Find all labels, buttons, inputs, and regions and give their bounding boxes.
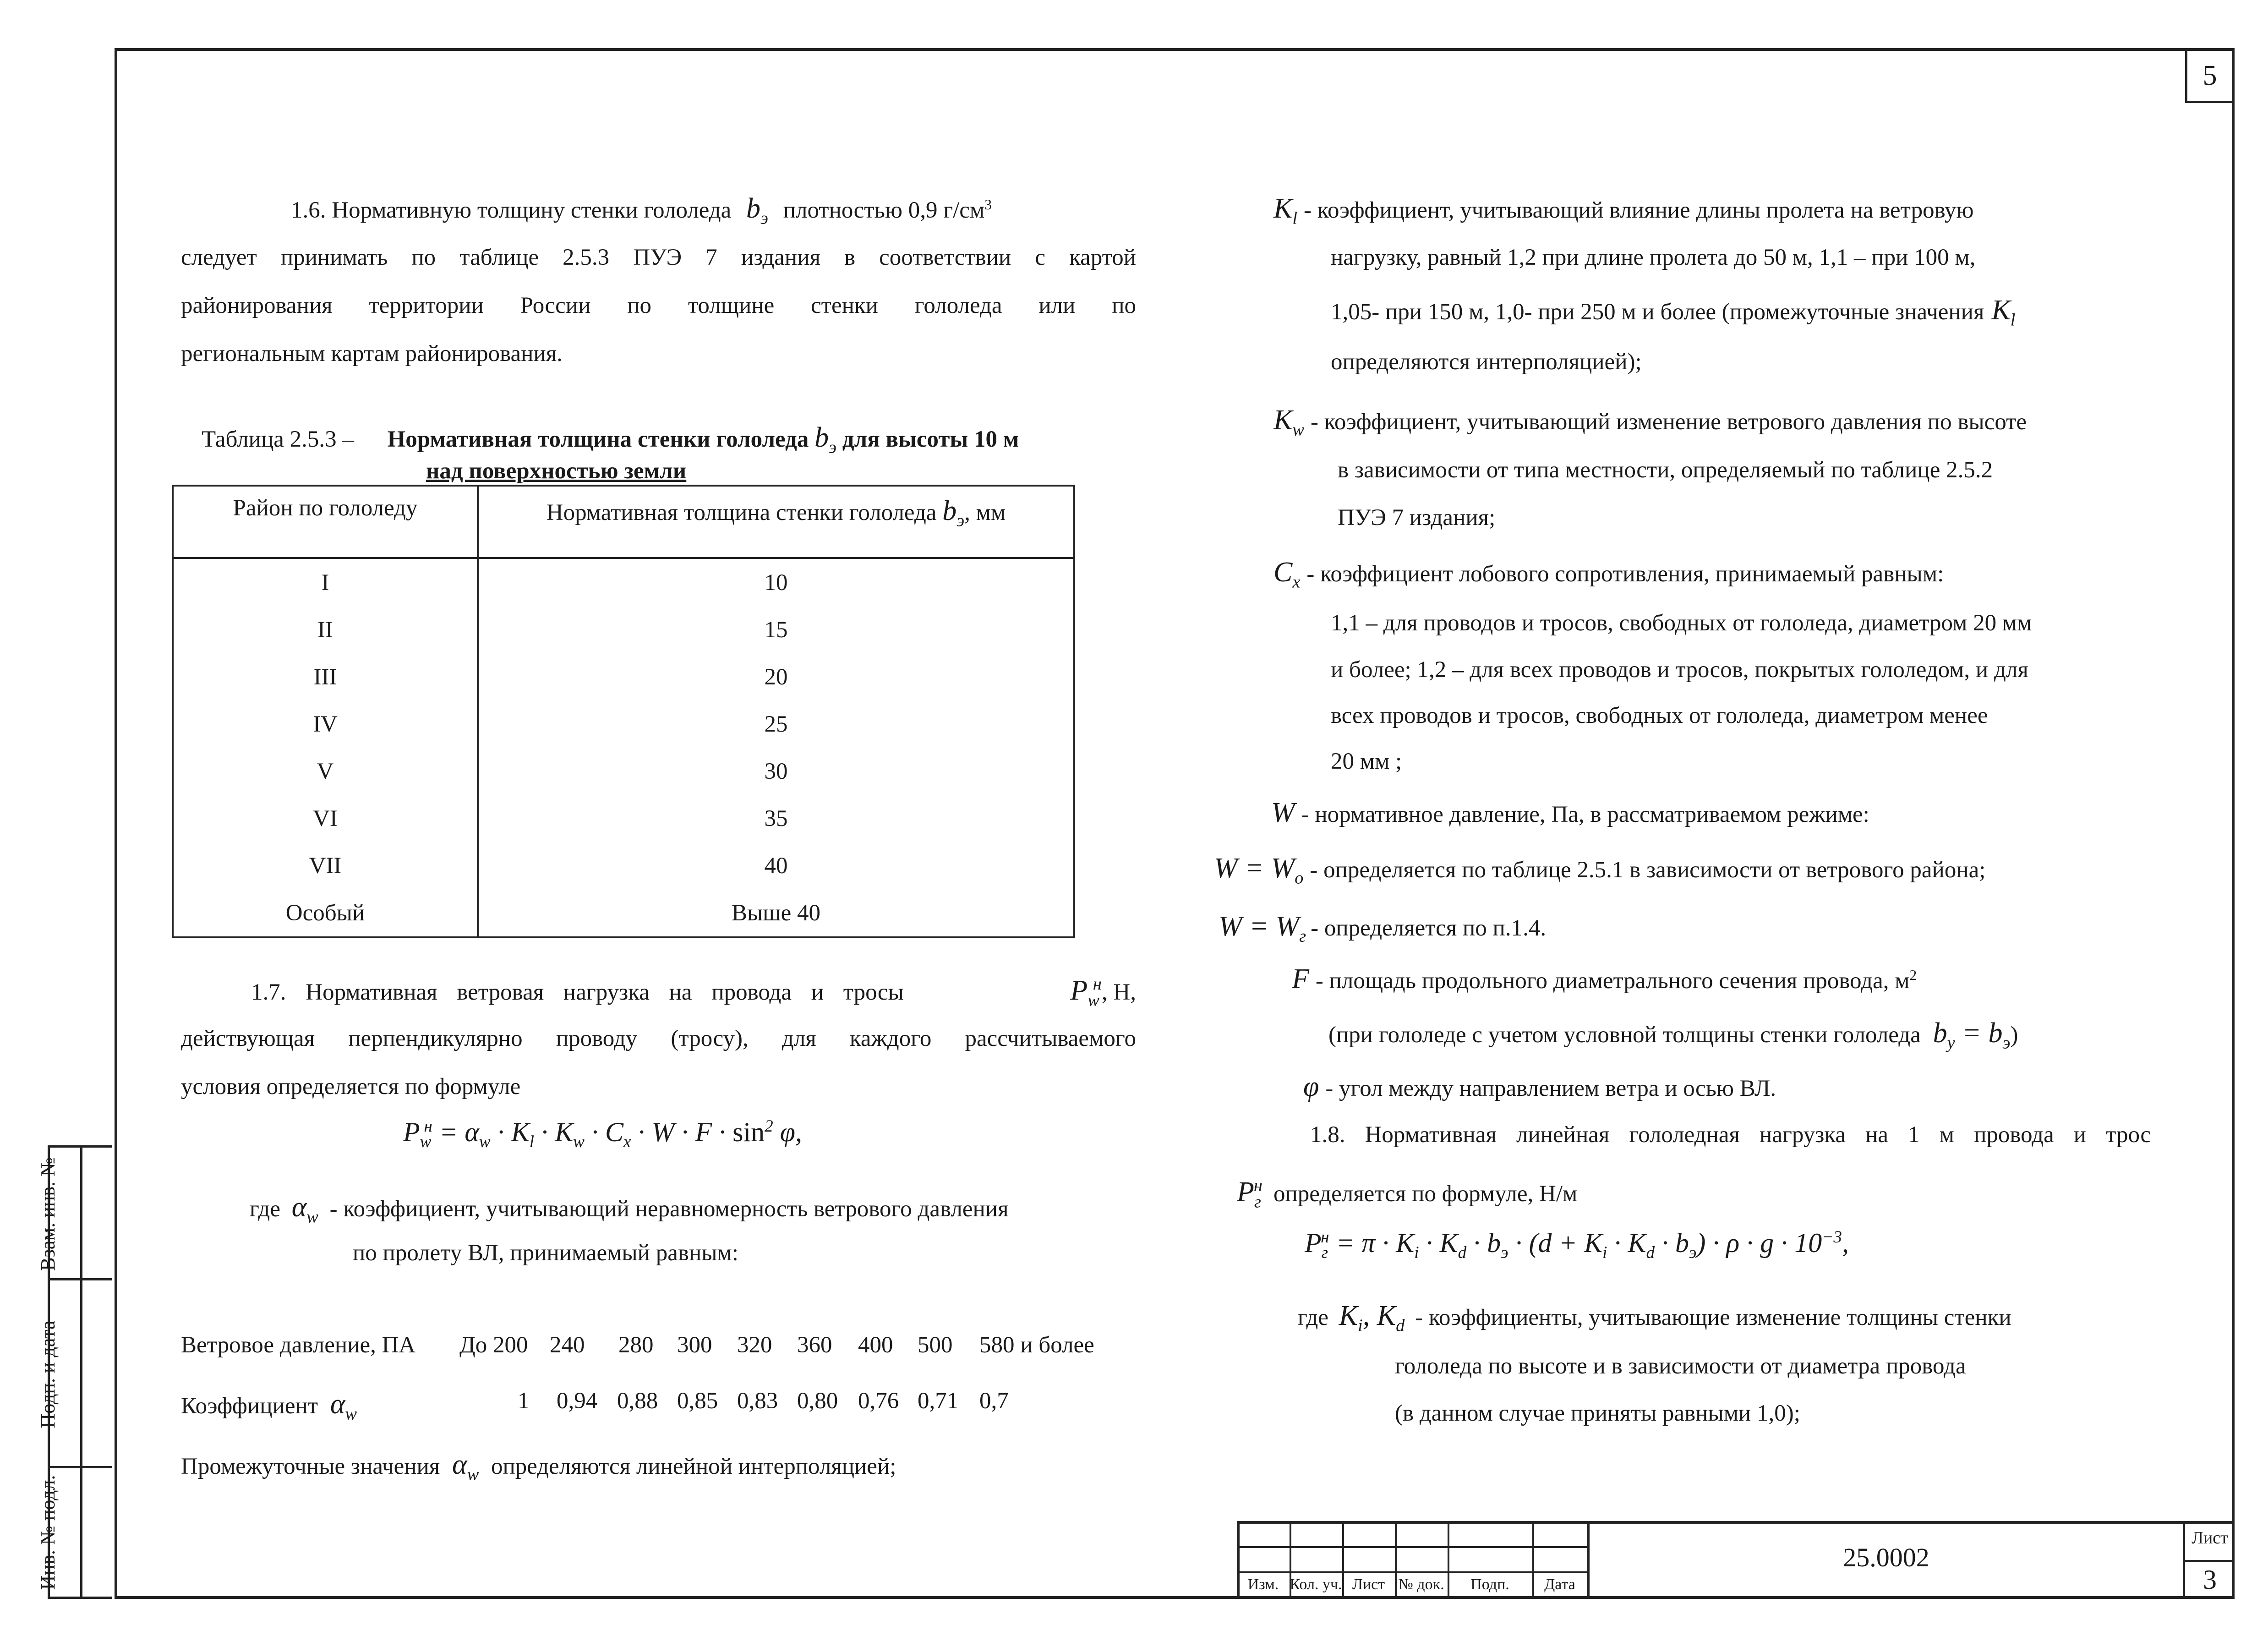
kikd-line3: (в данном случае приняты равными 1,0);	[1395, 1400, 1800, 1426]
ice-thickness-table	[172, 485, 1075, 938]
table-row: V 30	[173, 748, 1074, 795]
table-row: IV 25	[173, 700, 1074, 748]
where-alpha: где $\alpha_w$ - коэффициент, учитывающий неравномерность ветрового давления	[250, 1192, 1009, 1227]
kw-line3: ПУЭ 7 издания;	[1338, 505, 1496, 531]
where-alpha-line2: по пролету ВЛ, принимаемый равным:	[353, 1240, 738, 1266]
wind-pressure-value: 580 и более	[979, 1332, 1094, 1358]
cx-line3: и более; 1,2 – для всех проводов и тросов, покрытых гололедом, и для	[1331, 657, 2028, 683]
p18-line1: 1.8. Нормативная линейная гололедная нагрузка на 1 м провода и трос	[1310, 1122, 2151, 1148]
tb-col-sign: Подп.	[1470, 1576, 1509, 1593]
wind-pressure-value: 500	[918, 1332, 953, 1358]
coefficient-value: 0,88	[617, 1388, 658, 1414]
kw-line2: в зависимости от типа местности, определяемый по таблице 2.5.2	[1338, 457, 1993, 483]
wind-pressure-label: Ветровое давление, ПА	[181, 1332, 416, 1358]
wind-pressure-value: 280	[618, 1332, 654, 1358]
cx-line4: всех проводов и тросов, свободных от гололеда, диаметром менее	[1331, 703, 1988, 728]
phi-line: φ - угол между направлением ветра и осью ВЛ.	[1303, 1071, 1776, 1102]
tb-col-kol: Кол. уч.	[1290, 1576, 1342, 1593]
coefficient-value: 0,85	[677, 1388, 718, 1414]
table-row: VII 40	[173, 842, 1074, 889]
p17-line2: действующая перпендикулярно проводу (тросу), для каждого рассчитываемого	[181, 1026, 1136, 1051]
coefficient-value: 0,94	[557, 1388, 598, 1414]
w0-line: $W = W_o$ - определяется по таблице 2.5.1 в зависимости от ветрового района;	[1214, 853, 1986, 888]
coefficient-value: 0,7	[979, 1388, 1009, 1414]
w-line: W - нормативное давление, Па, в рассматриваемом режиме:	[1271, 797, 1869, 828]
wind-pressure-value: 300	[677, 1332, 712, 1358]
tb-col-izm: Изм.	[1247, 1576, 1279, 1593]
table-row: III 20	[173, 653, 1074, 700]
where-kikd: где $K_i$, $K_d$ - коэффициенты, учитывающие изменение толщины стенки	[1298, 1300, 2011, 1335]
p16-line1: 1.6. Нормативную толщину стенки гололеда $b_э$ плотностью 0,9 $г/см^3$	[291, 193, 992, 228]
kl-line2: нагрузку, равный 1,2 при длине пролета до 50 м, 1,1 – при 100 м,	[1331, 245, 1976, 270]
wind-pressure-value: 400	[858, 1332, 893, 1358]
wind-pressure-value: 360	[797, 1332, 832, 1358]
p17-line1: 1.7. Нормативная ветровая нагрузка на провода и тросы $P_w^н$, Н,	[251, 974, 1136, 1010]
table-row: I 10	[173, 558, 1074, 606]
coefficient-value: 0,71	[918, 1388, 959, 1414]
kl-line4: определяются интерполяцией);	[1331, 349, 1642, 375]
sheet-number: 3	[2203, 1564, 2217, 1595]
tb-col-date: Дата	[1544, 1576, 1575, 1593]
tb-col-doc: № док.	[1398, 1576, 1444, 1593]
table-header-region: Район по гололеду	[173, 486, 478, 558]
ice-load-formula: $P_г^н = \pi \cdot K_i \cdot K_d \cdot b_э \cdot (d + K_i \cdot K_d \cdot b_э) \cdot \rho \cdot g \cdot 10^{-3}$,	[1305, 1228, 1849, 1262]
cx-line5: 20 мм ;	[1331, 749, 1402, 774]
p17-line3: условия определяется по формуле	[181, 1074, 521, 1099]
f-line2: (при гололеде с учетом условной толщины стенки гололеда $b_y = b_э$)	[1328, 1017, 2018, 1053]
tb-col-list: Лист	[1352, 1576, 1385, 1593]
page-number: 5	[2185, 48, 2235, 103]
p16-line4: региональным картам районирования.	[181, 341, 563, 366]
sheet-label: Лист	[2191, 1528, 2228, 1548]
table-header-thickness: Нормативная толщина стенки гололеда $b_э$, мм	[478, 486, 1074, 558]
wind-load-formula: $P_w^н = \alpha_w \cdot K_l \cdot K_w \cdot C_x \cdot W \cdot F \cdot \sin^2 \varphi$,	[403, 1117, 802, 1151]
table-caption: Таблица 2.5.3 – Нормативная толщина стенки гололеда $b_э$ для высоты 10 м	[202, 422, 1019, 457]
wind-pressure-value: 320	[737, 1332, 772, 1358]
p16-line2: следует принимать по таблице 2.5.3 ПУЭ 7 издания в соответствии с картой	[181, 245, 1136, 270]
side-cell-sign-date: Подп. и дата	[37, 1320, 59, 1428]
table-caption-line2: над поверхностью земли	[426, 458, 687, 484]
p16-line3: районирования территории России по толщине стенки гололеда или по	[181, 293, 1136, 318]
coefficient-label: Коэффициент $\alpha_w$	[181, 1389, 357, 1424]
table-row: Особый Выше 40	[173, 889, 1074, 937]
p18-line2: $P_г^н$ определяется по формуле, Н/м	[1237, 1176, 1578, 1212]
table-row: VI 35	[173, 795, 1074, 842]
kl-line1: $K_l$ - коэффициент, учитывающий влияние длины пролета на ветровую	[1273, 193, 1974, 228]
f-line: F - площадь продольного диаметрального сечения провода, $м^2$	[1292, 963, 1917, 995]
document-code: 25.0002	[1843, 1543, 1929, 1572]
wind-pressure-value: До 200	[459, 1332, 528, 1358]
coefficient-value: 0,80	[797, 1388, 838, 1414]
coefficient-value: 1	[518, 1388, 530, 1414]
kw-line1: $K_w$ - коэффициент, учитывающий изменение ветрового давления по высоте	[1273, 405, 2027, 440]
kl-line3: 1,05- при 150 м, 1,0- при 250 м и более (промежуточные значения $K_l$	[1331, 295, 2016, 330]
cx-line2: 1,1 – для проводов и тросов, свободных от гололеда, диаметром 20 мм	[1331, 610, 2032, 636]
kikd-line2: гололеда по высоте и в зависимости от диаметра провода	[1395, 1353, 1966, 1379]
cx-line1: $C_x$ - коэффициент лобового сопротивления, принимаемый равным:	[1273, 557, 1944, 592]
coefficient-value: 0,76	[858, 1388, 899, 1414]
wr-line: $W = W_г$ - определяется по п.1.4.	[1219, 911, 1547, 946]
coefficient-value: 0,83	[737, 1388, 778, 1414]
table-row: II 15	[173, 606, 1074, 653]
side-cell-replacement-inv: Взам. инв. №	[37, 1157, 59, 1271]
side-cell-orig-inv: Инв. № подл.	[37, 1475, 59, 1590]
wind-pressure-value: 240	[550, 1332, 585, 1358]
interpolation-note: Промежуточные значения $\alpha_w$ определяются линейной интерполяцией;	[181, 1449, 896, 1484]
